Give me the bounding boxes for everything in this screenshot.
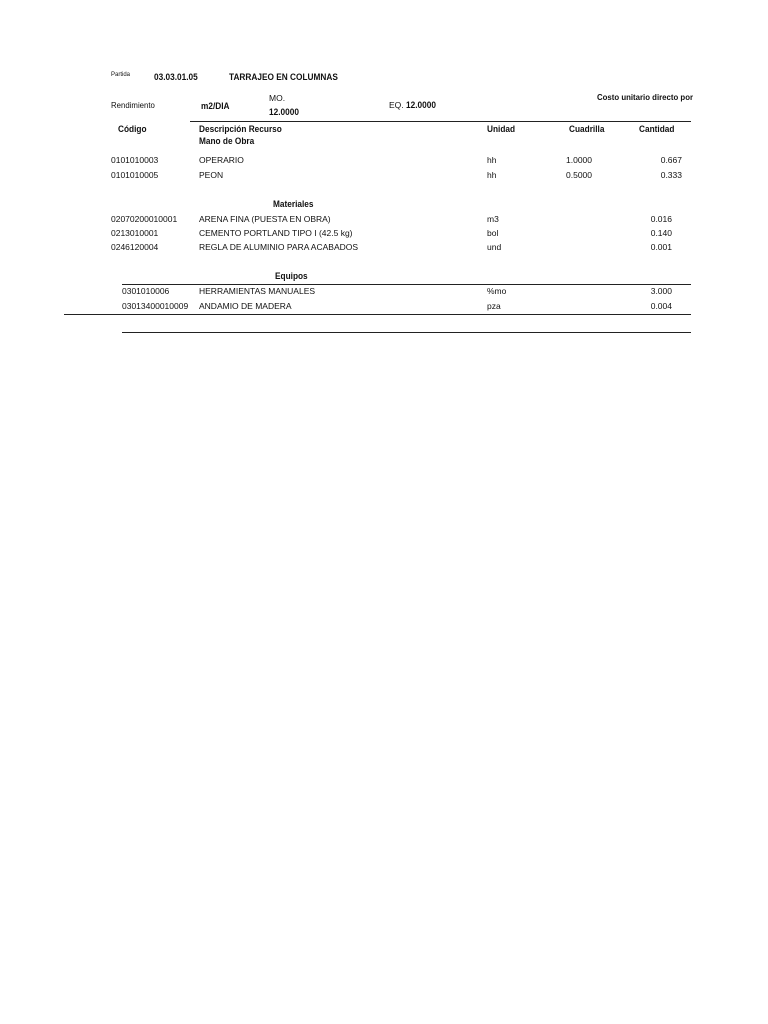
row-unit: pza [487,301,501,311]
row-cantidad: 0.140 [650,228,672,238]
rendimiento-label: Rendimiento [111,100,155,110]
eq-label: EQ. [389,100,404,110]
row-unit: m3 [487,214,499,224]
eq-value: 12.0000 [406,100,436,110]
col-codigo: Código [118,124,147,134]
equipos-bottom-rule [64,314,691,315]
row-cantidad: 3.000 [650,286,672,296]
section-title-equipos: Equipos [275,271,308,281]
row-desc: OPERARIO [199,155,244,165]
row-desc: ARENA FINA (PUESTA EN OBRA) [199,214,331,224]
row-code: 0101010005 [111,170,159,180]
row-cuadrilla: 1.0000 [566,155,592,165]
row-cantidad: 0.016 [650,214,672,224]
row-unit: bol [487,228,499,238]
partida-code: 03.03.01.05 [154,72,198,82]
row-code: 02070200010001 [111,214,178,224]
row-code: 0246120004 [111,242,159,252]
row-unit: hh [487,170,497,180]
equipos-rule [122,284,691,285]
row-cantidad: 0.667 [660,155,682,165]
section-title-mano-de-obra: Mano de Obra [199,136,255,146]
mo-label: MO. [269,93,286,103]
section-title-materiales: Materiales [273,199,314,209]
partida-label: Partida [111,72,131,78]
row-code: 03013400010009 [122,301,189,311]
row-code: 0301010006 [122,286,170,296]
row-cuadrilla: 0.5000 [566,170,592,180]
col-cuadrilla: Cuadrilla [569,124,605,134]
row-cantidad: 0.001 [650,242,672,252]
rendimiento-unit: m2/DIA [201,101,230,111]
col-descripcion: Descripción Recurso [199,124,282,134]
row-code: 0101010003 [111,155,159,165]
partida-name: TARRAJEO EN COLUMNAS [229,72,338,82]
header-rule [190,121,691,122]
col-cantidad: Cantidad [639,124,675,134]
row-code: 0213010001 [111,228,159,238]
mo-value: 12.0000 [269,107,299,117]
row-desc: REGLA DE ALUMINIO PARA ACABADOS [199,242,359,252]
row-unit: hh [487,155,497,165]
row-unit: %mo [487,286,507,296]
footer-rule [122,332,691,333]
row-cantidad: 0.333 [660,170,682,180]
row-desc: HERRAMIENTAS MANUALES [199,286,316,296]
col-unidad: Unidad [487,124,516,134]
row-cantidad: 0.004 [650,301,672,311]
row-desc: ANDAMIO DE MADERA [199,301,292,311]
row-desc: PEON [199,170,224,180]
costo-label: Costo unitario directo por [597,92,694,102]
row-desc: CEMENTO PORTLAND TIPO I (42.5 kg) [199,228,353,238]
row-unit: und [487,242,502,252]
